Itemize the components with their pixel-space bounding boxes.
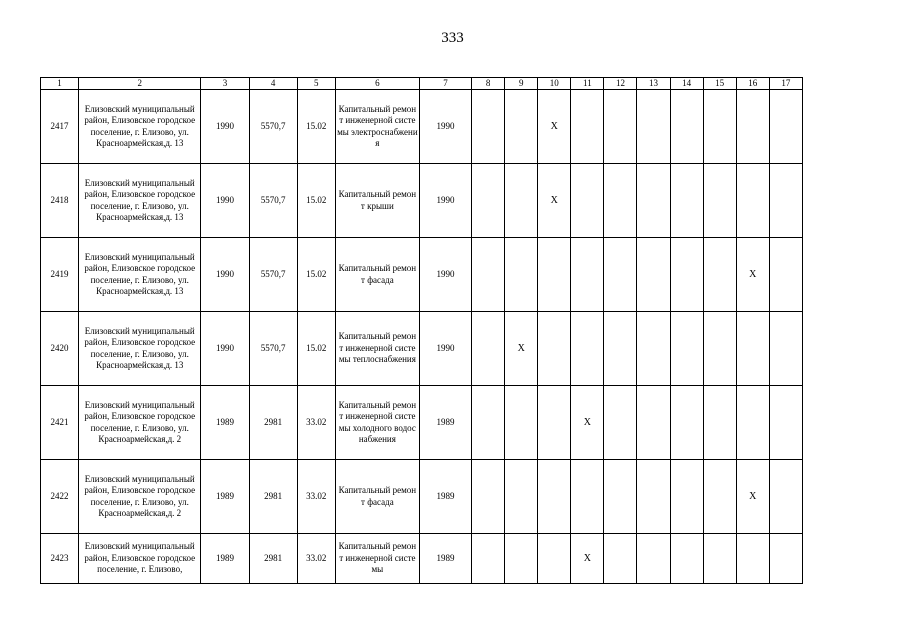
column-10-cell: [538, 90, 571, 164]
column-12-cell: [604, 238, 637, 312]
column-11-cell: [571, 164, 604, 238]
address-cell-text: Елизовский муниципальный район, Елизовское городское поселение, г. Елизово,: [84, 541, 196, 575]
code-cell-text: 15.02: [306, 120, 327, 131]
table-row: [41, 386, 803, 460]
row-id-text: 2421: [50, 416, 69, 427]
work-type-cell-text: Капитальный ремонт инженерной системы: [338, 541, 417, 575]
work-type-cell-text: Капитальный ремонт фасада: [338, 263, 417, 285]
x-mark: X: [583, 416, 591, 428]
area-cell-text: 5570,7: [260, 194, 286, 205]
header-row: [41, 78, 803, 90]
column-12-cell: [604, 164, 637, 238]
address-cell-text: Елизовский муниципальный район, Елизовское городское поселение, г. Елизово, ул. Красноармейская,д. 13: [84, 103, 196, 148]
column-8-cell: [472, 90, 505, 164]
column-14-cell: [670, 312, 703, 386]
column-17-cell: [769, 90, 802, 164]
column-15-cell: [703, 90, 736, 164]
column-14-cell: [670, 460, 703, 534]
column-header-12: 12: [604, 78, 637, 90]
row-id: [41, 534, 79, 584]
column-header-5: 5: [297, 78, 335, 90]
row-id: [41, 90, 79, 164]
planned-year-cell: [419, 238, 471, 312]
row-id-text: 2417: [50, 120, 69, 131]
planned-year-cell-text: 1989: [436, 416, 455, 427]
address-cell: [79, 238, 201, 312]
column-11-cell: [571, 534, 604, 584]
planned-year-cell-text: 1989: [436, 552, 455, 563]
year-cell-text: 1990: [215, 342, 234, 353]
column-header-6: 6: [335, 78, 419, 90]
column-12-cell: [604, 534, 637, 584]
column-8-cell: [472, 534, 505, 584]
column-13-cell: [637, 312, 670, 386]
column-header-7: 7: [419, 78, 471, 90]
area-cell: [249, 90, 297, 164]
column-15-cell: [703, 386, 736, 460]
planned-year-cell: [419, 312, 471, 386]
planned-year-cell: [419, 534, 471, 584]
column-header-17: 17: [769, 78, 802, 90]
year-cell-text: 1990: [215, 120, 234, 131]
column-16-cell: [736, 386, 769, 460]
column-15-cell: [703, 534, 736, 584]
row-id: [41, 460, 79, 534]
column-13-cell: [637, 164, 670, 238]
column-16-cell: [736, 460, 769, 534]
work-type-cell-text: Капитальный ремонт инженерной системы холодного водоснабжения: [338, 399, 417, 444]
year-cell: [201, 312, 249, 386]
column-header-1: 1: [41, 78, 79, 90]
column-13-cell: [637, 386, 670, 460]
area-cell-text: 5570,7: [260, 342, 286, 353]
column-12-cell: [604, 386, 637, 460]
column-12-cell: [604, 312, 637, 386]
x-mark: X: [550, 120, 558, 132]
code-cell-text: 33.02: [306, 416, 327, 427]
column-9-cell: [505, 386, 538, 460]
column-10-cell: [538, 386, 571, 460]
code-cell-text: 33.02: [306, 490, 327, 501]
planned-year-cell-text: 1990: [436, 120, 455, 131]
column-11-cell: [571, 386, 604, 460]
column-header-2: 2: [79, 78, 201, 90]
year-cell: [201, 164, 249, 238]
code-cell: [297, 386, 335, 460]
column-header-16: 16: [736, 78, 769, 90]
column-16-cell: [736, 534, 769, 584]
column-14-cell: [670, 164, 703, 238]
year-cell-text: 1990: [215, 194, 234, 205]
x-mark: X: [749, 268, 757, 280]
registry-table: [40, 77, 803, 584]
year-cell: [201, 90, 249, 164]
column-16-cell: [736, 90, 769, 164]
column-header-8: 8: [472, 78, 505, 90]
column-16-cell: [736, 164, 769, 238]
work-type-cell: [335, 460, 419, 534]
area-cell: [249, 238, 297, 312]
code-cell: [297, 164, 335, 238]
column-17-cell: [769, 312, 802, 386]
address-cell-text: Елизовский муниципальный район, Елизовское городское поселение, г. Елизово, ул. Красноармейская,д. 2: [84, 473, 196, 518]
address-cell: [79, 386, 201, 460]
year-cell: [201, 238, 249, 312]
row-id-text: 2423: [50, 552, 69, 563]
work-type-cell-text: Капитальный ремонт инженерной системы теплоснабжения: [338, 331, 417, 365]
row-id-text: 2422: [50, 490, 69, 501]
code-cell: [297, 90, 335, 164]
column-13-cell: [637, 534, 670, 584]
row-id: [41, 238, 79, 312]
column-10-cell: [538, 534, 571, 584]
column-header-15: 15: [703, 78, 736, 90]
row-id-text: 2420: [50, 342, 69, 353]
area-cell-text: 2981: [264, 416, 283, 427]
address-cell-text: Елизовский муниципальный район, Елизовское городское поселение, г. Елизово, ул. Красноармейская,д. 13: [84, 251, 196, 296]
column-13-cell: [637, 238, 670, 312]
code-cell: [297, 460, 335, 534]
column-14-cell: [670, 534, 703, 584]
planned-year-cell-text: 1990: [436, 342, 455, 353]
work-type-cell: [335, 534, 419, 584]
x-mark: X: [517, 342, 525, 354]
year-cell-text: 1989: [215, 552, 234, 563]
work-type-cell: [335, 164, 419, 238]
page-number: 333: [441, 30, 464, 46]
column-17-cell: [769, 460, 802, 534]
work-type-cell: [335, 386, 419, 460]
code-cell: [297, 312, 335, 386]
planned-year-cell-text: 1990: [436, 268, 455, 279]
area-cell: [249, 386, 297, 460]
address-cell-text: Елизовский муниципальный район, Елизовское городское поселение, г. Елизово, ул. Красноармейская,д. 13: [84, 325, 196, 370]
area-cell: [249, 460, 297, 534]
column-9-cell: [505, 460, 538, 534]
column-17-cell: [769, 164, 802, 238]
area-cell-text: 2981: [264, 490, 283, 501]
area-cell-text: 2981: [264, 552, 283, 563]
planned-year-cell: [419, 460, 471, 534]
row-id-text: 2419: [50, 268, 69, 279]
x-mark: X: [583, 552, 591, 564]
address-cell: [79, 164, 201, 238]
table-row: [41, 312, 803, 386]
planned-year-cell-text: 1990: [436, 194, 455, 205]
column-13-cell: [637, 90, 670, 164]
column-10-cell: [538, 238, 571, 312]
column-header-9: 9: [505, 78, 538, 90]
address-cell: [79, 90, 201, 164]
column-8-cell: [472, 386, 505, 460]
column-header-13: 13: [637, 78, 670, 90]
column-header-14: 14: [670, 78, 703, 90]
address-cell: [79, 534, 201, 584]
work-type-cell-text: Капитальный ремонт инженерной системы электроснабжения: [337, 103, 418, 148]
column-15-cell: [703, 238, 736, 312]
column-header-4: 4: [249, 78, 297, 90]
column-16-cell: [736, 312, 769, 386]
table-row: [41, 534, 803, 584]
column-12-cell: [604, 90, 637, 164]
column-14-cell: [670, 386, 703, 460]
column-15-cell: [703, 460, 736, 534]
address-cell: [79, 312, 201, 386]
area-cell-text: 5570,7: [260, 268, 286, 279]
column-16-cell: [736, 238, 769, 312]
column-header-3: 3: [201, 78, 249, 90]
work-type-cell: [335, 238, 419, 312]
code-cell: [297, 534, 335, 584]
planned-year-cell: [419, 164, 471, 238]
column-9-cell: [505, 164, 538, 238]
table-row: [41, 460, 803, 534]
row-id-text: 2418: [50, 194, 69, 205]
table-row: [41, 238, 803, 312]
code-cell-text: 15.02: [306, 342, 327, 353]
address-cell-text: Елизовский муниципальный район, Елизовское городское поселение, г. Елизово, ул. Красноармейская,д. 2: [84, 399, 196, 444]
column-9-cell: [505, 238, 538, 312]
code-cell-text: 15.02: [306, 268, 327, 279]
row-id: [41, 164, 79, 238]
year-cell-text: 1989: [215, 416, 234, 427]
column-header-10: 10: [538, 78, 571, 90]
column-14-cell: [670, 90, 703, 164]
column-15-cell: [703, 312, 736, 386]
column-11-cell: [571, 312, 604, 386]
address-cell-text: Елизовский муниципальный район, Елизовское городское поселение, г. Елизово, ул. Красноармейская,д. 13: [84, 177, 196, 222]
x-mark: X: [749, 490, 757, 502]
column-10-cell: [538, 312, 571, 386]
area-cell: [249, 312, 297, 386]
address-cell: [79, 460, 201, 534]
area-cell-text: 5570,7: [260, 120, 286, 131]
column-17-cell: [769, 534, 802, 584]
column-13-cell: [637, 460, 670, 534]
work-type-cell: [335, 90, 419, 164]
year-cell: [201, 460, 249, 534]
area-cell: [249, 534, 297, 584]
planned-year-cell: [419, 90, 471, 164]
work-type-cell-text: Капитальный ремонт фасада: [338, 485, 417, 507]
column-9-cell: [505, 534, 538, 584]
area-cell: [249, 164, 297, 238]
code-cell-text: 33.02: [306, 552, 327, 563]
row-id: [41, 386, 79, 460]
column-14-cell: [670, 238, 703, 312]
work-type-cell: [335, 312, 419, 386]
column-10-cell: [538, 164, 571, 238]
column-15-cell: [703, 164, 736, 238]
year-cell: [201, 386, 249, 460]
table-row: [41, 90, 803, 164]
year-cell-text: 1990: [215, 268, 234, 279]
column-8-cell: [472, 312, 505, 386]
column-11-cell: [571, 90, 604, 164]
year-cell-text: 1989: [215, 490, 234, 501]
planned-year-cell-text: 1989: [436, 490, 455, 501]
column-9-cell: [505, 90, 538, 164]
column-12-cell: [604, 460, 637, 534]
column-10-cell: [538, 460, 571, 534]
column-17-cell: [769, 238, 802, 312]
column-8-cell: [472, 164, 505, 238]
code-cell-text: 15.02: [306, 194, 327, 205]
column-8-cell: [472, 460, 505, 534]
column-11-cell: [571, 238, 604, 312]
column-9-cell: [505, 312, 538, 386]
planned-year-cell: [419, 386, 471, 460]
row-id: [41, 312, 79, 386]
work-type-cell-text: Капитальный ремонт крыши: [338, 189, 417, 211]
year-cell: [201, 534, 249, 584]
x-mark: X: [550, 194, 558, 206]
column-17-cell: [769, 386, 802, 460]
column-header-11: 11: [571, 78, 604, 90]
code-cell: [297, 238, 335, 312]
column-8-cell: [472, 238, 505, 312]
column-11-cell: [571, 460, 604, 534]
table-row: [41, 164, 803, 238]
